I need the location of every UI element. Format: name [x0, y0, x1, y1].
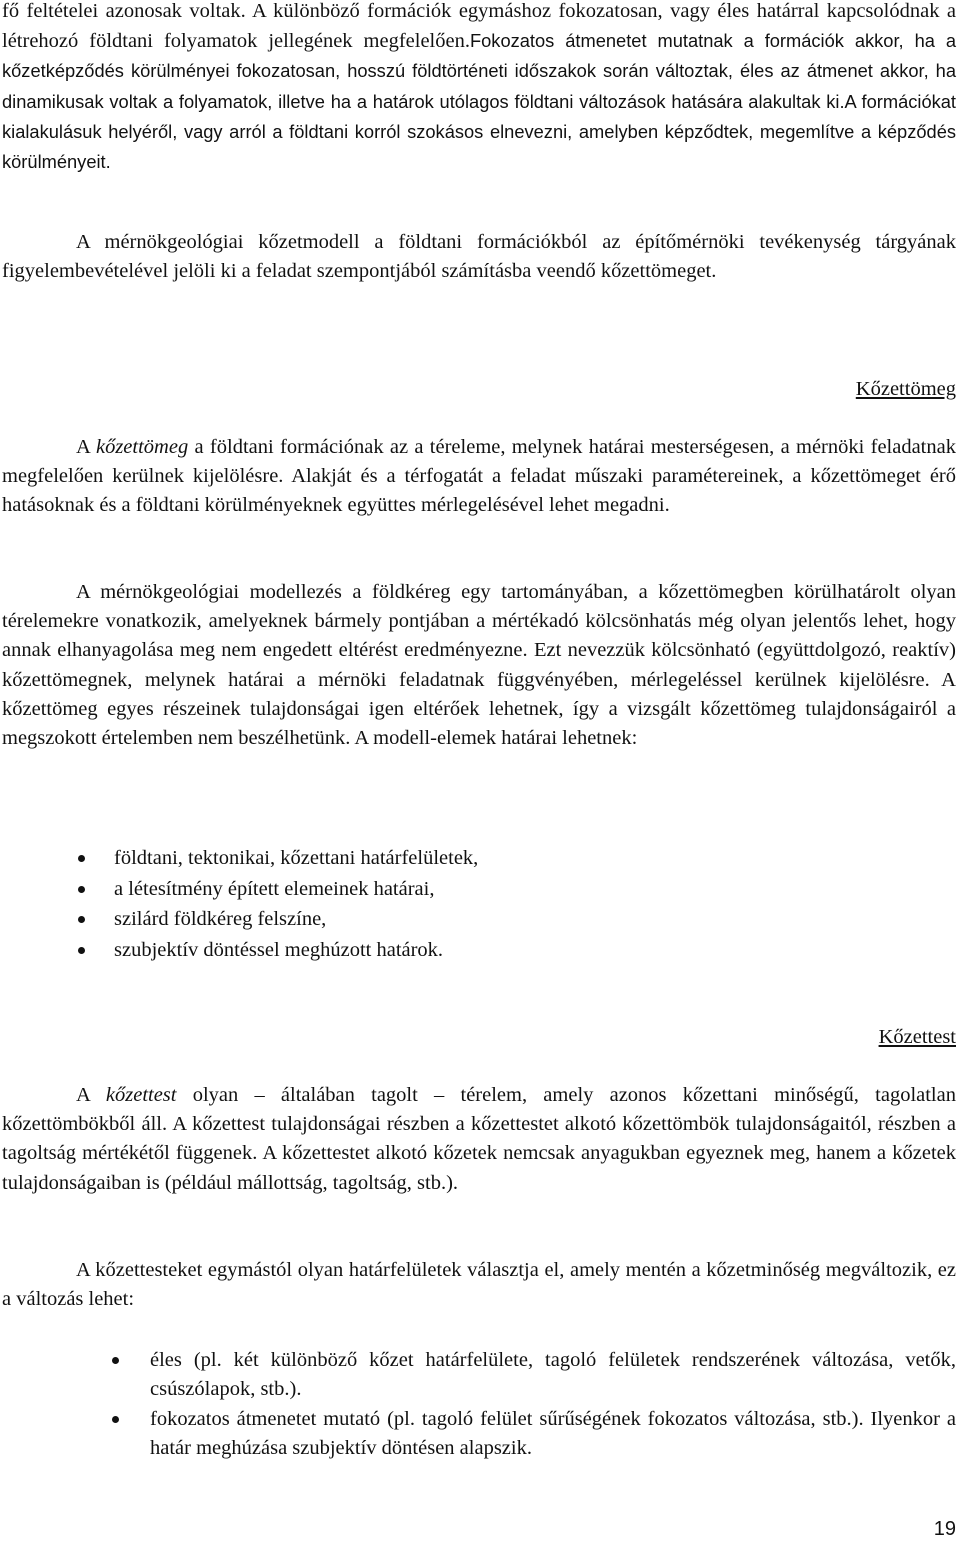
text-span: A kőzettest tulajdonságai részben a kőzettestet alkotó kőzettömbök tulajdonságaitól, részben a tagoltság mértékétől függenek. [2, 1113, 956, 1165]
text-span: Alakját és a térfogatát a feladat műszaki paramétereinek, a kőzettömeget érő hatásoknak és a földtani körülményeknek együttes mérlegelésével lehet megadni. [2, 465, 956, 517]
text-span: fő feltételei azonosak voltak. A különböző formációk egymáshoz fokozatosan, vagy éles határral kapcsolódnak a létrehozó földtani folyamatok jellegének megfelelően. [2, 0, 956, 53]
term-kozettomeg: kőzettömeg [95, 436, 189, 458]
text-span: A kőzettesteket egymástól olyan határfelületek választja el, amely mentén a kőzetminőség megváltozik, ez a változás lehet: [2, 1259, 956, 1311]
text-span: A [76, 436, 96, 458]
term-kozettest: kőzettest [105, 1084, 177, 1106]
text-span: olyan – általában tagolt – térelem, amely azonos kőzettani minőségű, tagolatlan kőzettömbökből áll. [2, 1084, 956, 1136]
paragraph-formation-boundaries [2, 0, 956, 177]
text-span: A formációkat kialakulásuk helyéről, vagy arról a földtani korról szokásos elnevezni, amelyben képződtek, megemlítve a képződés körülményeit. [2, 90, 956, 173]
text-span: A mérnökgeológiai kőzetmodell a földtani formációkból az építőmérnöki tevékenység tárgyának figyelembevételével jelöli ki a feladat szempontjából számításba veendő kőzettömeget. [2, 231, 956, 283]
paragraph-kozettest-definition [2, 1081, 956, 1198]
change-type-list [150, 1346, 956, 1463]
paragraph-kozettomeg-definition [2, 433, 956, 521]
text-span: A mérnökgeológiai modellezés a földkéreg egy tartományában, a kőzettömegben körülhatárolt olyan térelemekre vonatkozik, amelyeknek bármely pontjában a mértékadó kölcsönhatás még olyan jelentős lehet, hogy annak elhanyagolása meg nem engedett eltérést eredményezne. [2, 581, 956, 662]
text-span: A [76, 1084, 106, 1106]
section-heading-kozettest: Kőzettest [878, 1026, 956, 1048]
text-span: Fokozatos átmenetet mutatnak a formációk akkor, ha a kőzetképződés körülményei fokozatosan, hosszú földtörténeti időszakok során változtak, éles az átmenet akkor, ha dinamikusak voltak a folyamatok, illetve ha a határok utólagos földtani változások hatására alakultak ki. [2, 30, 956, 112]
paragraph-boundary-change [2, 1256, 956, 1314]
list-item: a létesítmény épített elemeinek határai, [114, 874, 934, 905]
text-span: Ezt nevezzük kölcsönható (együttdolgozó, reaktív) kőzettömegnek, melynek határai a mérnöki feladatnak függvényében, mérlegeléssel kerülnek kijelölésre. [2, 639, 956, 691]
page-number: 19 [933, 1518, 956, 1540]
text-span: A kőzettestet alkotó kőzetek nemcsak anyagukban egyeznek meg, hanem a kőzetek tulajdonságaiban is (például mállottság, tagoltság, stb.). [2, 1142, 956, 1194]
boundary-list [114, 843, 934, 965]
text-span: A modell-elemek határai lehetnek: [350, 727, 638, 750]
list-item: földtani, tektonikai, kőzettani határfelületek, [114, 843, 934, 874]
list-item: éles (pl. két különböző kőzet határfelülete, tagoló felületek rendszerének változása, vetők, csúszólapok, stb.). [150, 1346, 956, 1404]
list-item: fokozatos átmenetet mutató (pl. tagoló felület sűrűségének fokozatos változása, stb.). Ilyenkor a határ meghúzása szubjektív döntésen alapszik. [150, 1405, 956, 1463]
list-item: szilárd földkéreg felszíne, [114, 904, 934, 935]
section-heading-kozettomeg: Kőzettömeg [855, 378, 956, 400]
text-span: A kőzettömeg egyes részeinek tulajdonságai igen eltérőek lehetnek, így a vizsgált kőzettömeg tulajdonságairól a megszokott értelemben nem beszélhetünk. [2, 668, 956, 750]
paragraph-modelling [2, 578, 956, 753]
paragraph-rock-model [2, 228, 956, 286]
text-span: a földtani formációnak az a téreleme, melynek határai mesterségesen, a mérnöki feladatnak megfelelően kerülnek kijelölésre. [2, 436, 956, 488]
list-item: szubjektív döntéssel meghúzott határok. [114, 935, 934, 966]
